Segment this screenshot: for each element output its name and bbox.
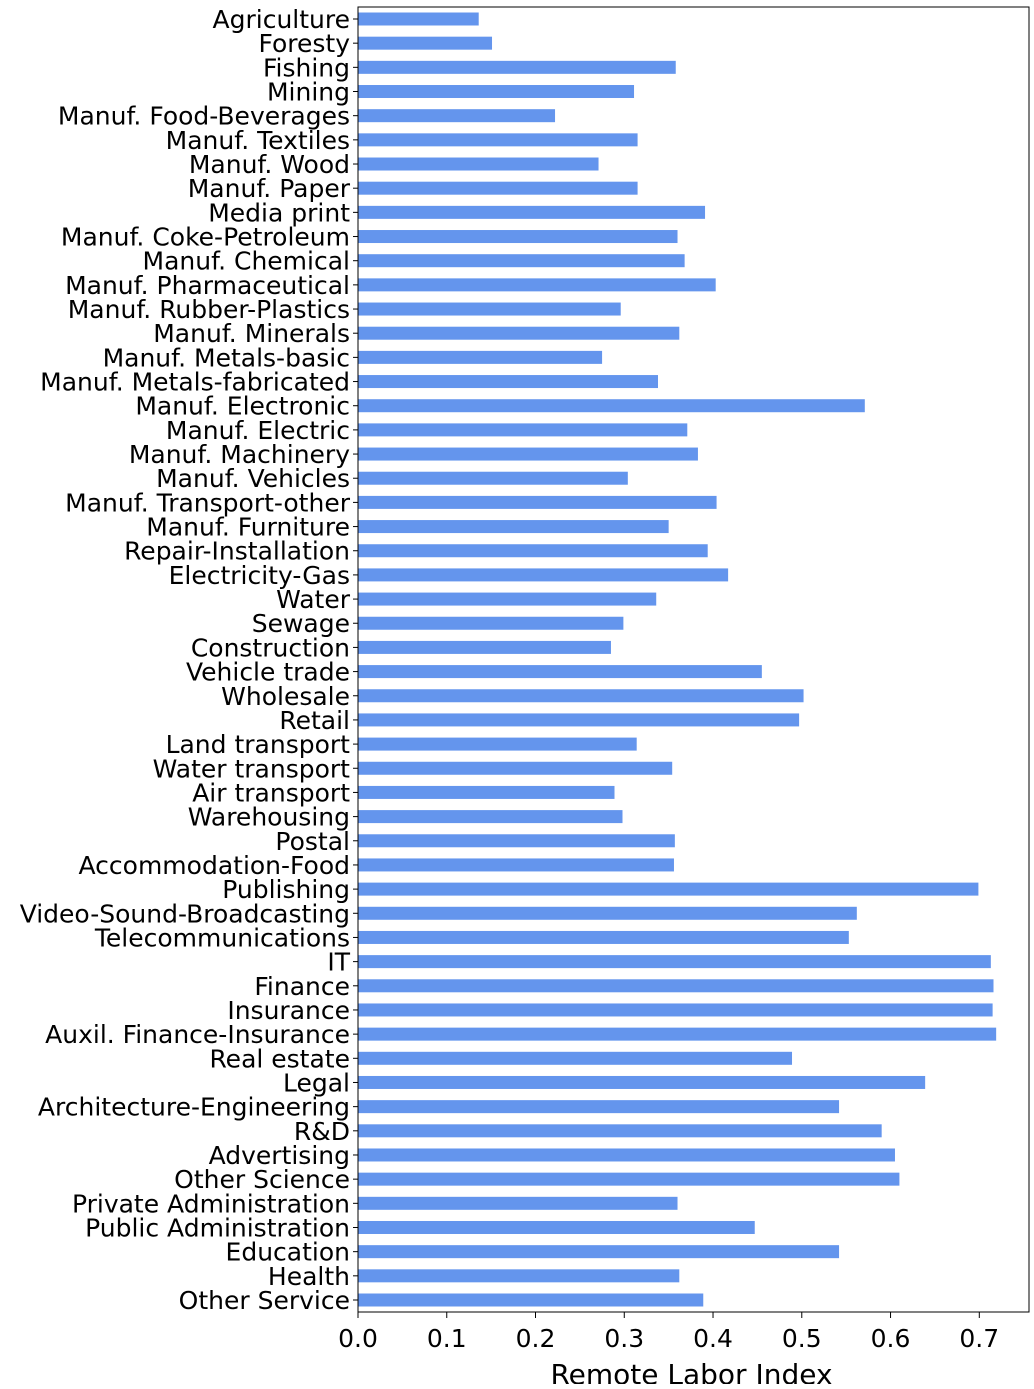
bar <box>358 399 865 412</box>
y-tick-label: Air transport <box>192 778 350 808</box>
y-tick-label: Repair-Installation <box>124 536 350 566</box>
y-tick-label: Manuf. Electronic <box>135 391 350 421</box>
bar <box>358 617 623 630</box>
y-tick-label: Education <box>225 1237 350 1267</box>
bar <box>358 1003 993 1016</box>
y-tick-label: Manuf. Chemical <box>142 246 350 276</box>
y-tick-label: Manuf. Food-Beverages <box>57 101 350 131</box>
y-tick-label: Telecommunications <box>94 923 350 953</box>
bar <box>358 1245 839 1258</box>
y-tick-label: Manuf. Paper <box>187 174 350 204</box>
bar <box>358 1100 839 1113</box>
y-tick-label: Manuf. Machinery <box>128 440 350 470</box>
bar <box>358 278 716 291</box>
bar <box>358 713 799 726</box>
bar <box>358 158 599 171</box>
x-axis-label: Remote Labor Index <box>550 1358 833 1384</box>
bar <box>358 496 717 509</box>
bar <box>358 109 555 122</box>
bar <box>358 303 621 316</box>
y-tick-label: Manuf. Vehicles <box>156 464 350 494</box>
bar <box>358 133 638 146</box>
bar <box>358 13 479 26</box>
bar <box>358 689 804 702</box>
bar <box>358 568 728 581</box>
y-tick-label: Mining <box>266 77 350 107</box>
bar <box>358 883 978 896</box>
bar <box>358 1221 755 1234</box>
bar <box>358 85 634 98</box>
bar <box>358 375 658 388</box>
y-tick-label: Manuf. Metals-fabricated <box>40 367 350 397</box>
y-tick-label: Construction <box>190 633 350 663</box>
y-tick-label: Foresty <box>258 29 350 59</box>
bar <box>358 858 674 871</box>
y-tick-label: Private Administration <box>71 1189 350 1219</box>
bar <box>358 1269 679 1282</box>
y-tick-label: R&D <box>293 1116 350 1146</box>
y-tick-label: Media print <box>208 198 350 228</box>
bar <box>358 448 698 461</box>
y-tick-label: Other Service <box>178 1286 350 1315</box>
bar <box>358 472 628 485</box>
bar <box>358 834 675 847</box>
bar <box>358 544 708 557</box>
y-tick-label: Manuf. Pharmaceutical <box>65 270 350 300</box>
y-tick-label: Insurance <box>227 995 350 1025</box>
x-tick-label: 0.3 <box>604 1324 645 1353</box>
bar <box>358 37 492 50</box>
y-tick-label: Water transport <box>152 754 350 784</box>
y-tick-label: Wholesale <box>221 681 350 711</box>
y-tick-label: Manuf. Wood <box>188 150 350 180</box>
bar <box>358 1173 899 1186</box>
x-tick-label: 0.1 <box>426 1324 467 1353</box>
bar <box>358 423 687 436</box>
bar <box>358 641 611 654</box>
bar <box>358 810 622 823</box>
y-tick-label: Real estate <box>209 1044 350 1074</box>
y-tick-label: Warehousing <box>187 802 350 832</box>
y-tick-label: Land transport <box>165 730 350 760</box>
bar <box>358 351 602 364</box>
bar <box>358 738 637 751</box>
bar <box>358 1052 792 1065</box>
bar <box>358 1197 678 1210</box>
x-tick-label: 0.5 <box>781 1324 822 1353</box>
y-tick-label: Postal <box>275 826 350 856</box>
y-tick-label: Manuf. Rubber-Plastics <box>67 295 350 325</box>
y-tick-label: Advertising <box>208 1140 350 1170</box>
y-tick-label: Architecture-Engineering <box>37 1092 350 1122</box>
bar <box>358 907 857 920</box>
bar <box>358 182 638 195</box>
bar <box>358 520 669 533</box>
y-tick-label: Other Science <box>174 1165 350 1195</box>
y-tick-label: Manuf. Coke-Petroleum <box>60 222 350 252</box>
bar <box>358 327 679 340</box>
y-tick-label: Public Administration <box>85 1213 350 1243</box>
y-tick-label: Fishing <box>262 53 350 83</box>
y-tick-label: Electricity-Gas <box>168 560 350 590</box>
bar <box>358 593 656 606</box>
bar <box>358 61 676 74</box>
bar <box>358 1148 895 1161</box>
y-tick-label: Manuf. Metals-basic <box>102 343 350 373</box>
y-tick-label: Accommodation-Food <box>78 850 350 880</box>
y-tick-label: Manuf. Furniture <box>146 512 350 542</box>
x-tick-label: 0.6 <box>870 1324 911 1353</box>
x-tick-label: 0.2 <box>515 1324 556 1353</box>
bar <box>358 1294 703 1307</box>
bar <box>358 931 849 944</box>
x-tick-label: 0.4 <box>693 1324 733 1353</box>
bar <box>358 1028 996 1041</box>
y-tick-label: Finance <box>254 971 350 1001</box>
y-tick-label: IT <box>327 947 350 977</box>
y-tick-label: Health <box>267 1261 350 1291</box>
y-tick-label: Auxil. Finance-Insurance <box>45 1020 350 1050</box>
y-tick-label: Water <box>276 585 350 615</box>
x-tick-label: 0.7 <box>959 1324 1000 1353</box>
y-tick-label: Retail <box>279 705 350 735</box>
bar <box>358 786 615 799</box>
bar <box>358 665 762 678</box>
y-tick-label: Sewage <box>251 609 350 639</box>
bar <box>358 1076 925 1089</box>
y-tick-label: Vehicle trade <box>185 657 350 687</box>
bar <box>358 762 672 775</box>
y-tick-label: Manuf. Electric <box>165 415 350 445</box>
x-tick-label: 0.0 <box>338 1324 378 1353</box>
bar <box>358 206 705 219</box>
y-tick-label: Manuf. Transport-other <box>65 488 350 518</box>
y-tick-label: Agriculture <box>212 5 350 34</box>
bar <box>358 1124 882 1137</box>
y-tick-label: Video-Sound-Broadcasting <box>19 899 350 929</box>
y-tick-label: Publishing <box>222 875 350 905</box>
bar <box>358 979 993 992</box>
y-tick-label: Manuf. Textiles <box>165 125 350 155</box>
bar <box>358 955 991 968</box>
bar <box>358 230 678 243</box>
y-tick-label: Legal <box>282 1068 350 1098</box>
bar <box>358 254 685 267</box>
y-tick-label: Manuf. Minerals <box>153 319 350 349</box>
